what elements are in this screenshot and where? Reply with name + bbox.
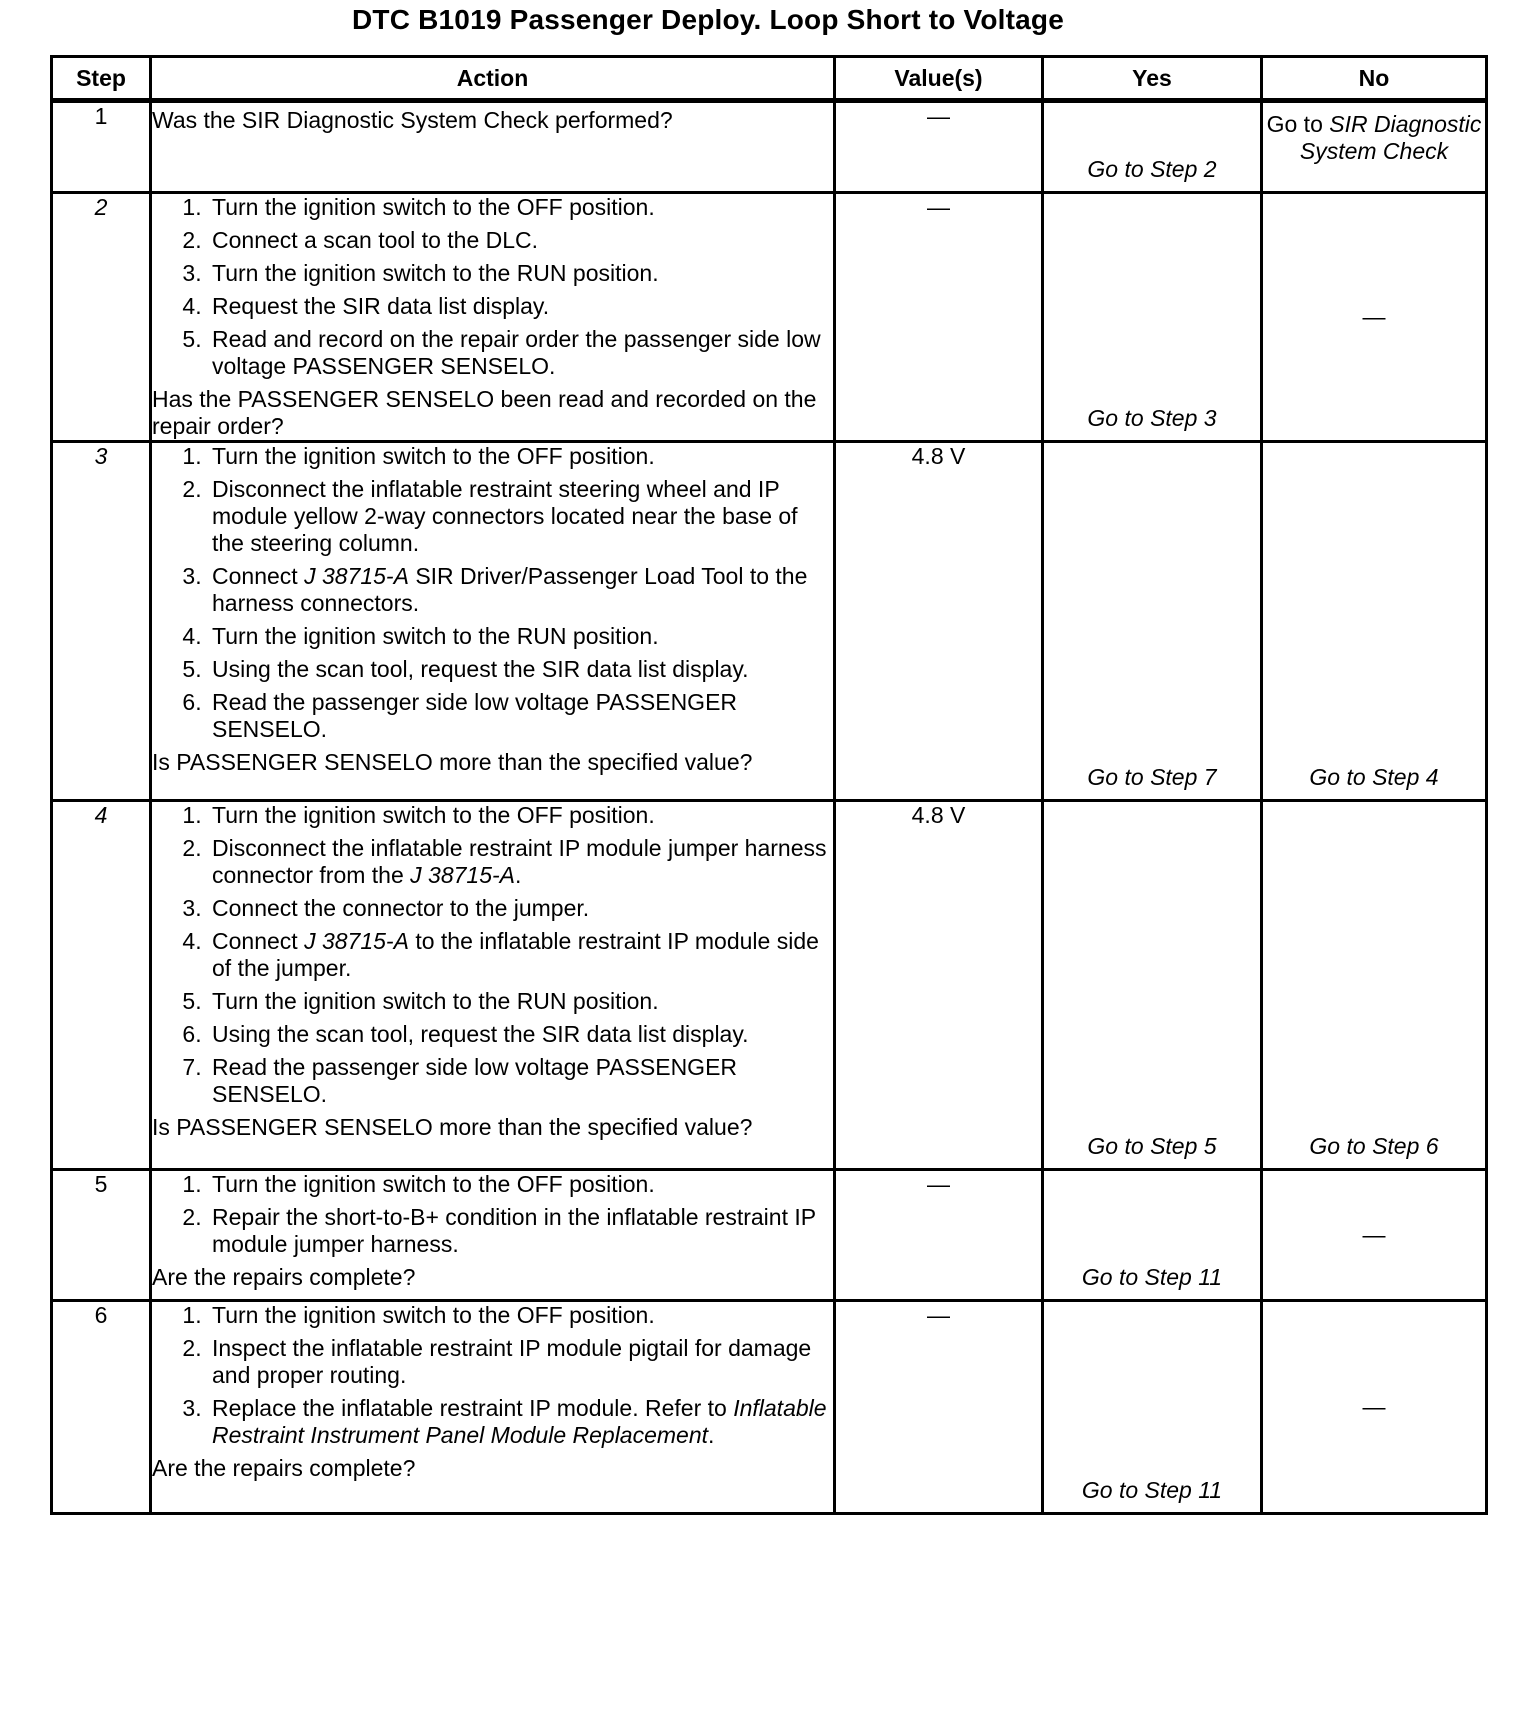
action-steps xyxy=(152,194,833,380)
action-steps xyxy=(152,443,833,743)
no-cell xyxy=(1262,193,1487,442)
step-number: 4 xyxy=(52,801,151,1170)
action-step: 2. Repair the short-to-B+ condition in the inflatable restraint IP module jumper harness. xyxy=(208,1204,833,1258)
no-cell xyxy=(1262,1301,1487,1514)
step-number: 2 xyxy=(52,193,151,442)
question-text: Is PASSENGER SENSELO more than the specified value? xyxy=(152,1114,753,1140)
value-cell: — xyxy=(835,193,1043,442)
step-rest: to the inflatable restraint IP module side of the jumper. xyxy=(212,928,819,981)
action-steps xyxy=(152,802,833,1108)
action-step: 3. Connect the connector to the jumper. xyxy=(208,895,833,922)
value-cell: — xyxy=(835,1301,1043,1514)
action-step xyxy=(208,928,833,982)
action-cell xyxy=(151,1170,835,1301)
no-value: — xyxy=(1362,1393,1386,1420)
tool-name: J 38715-A xyxy=(410,862,516,888)
table-row xyxy=(52,801,1487,1170)
yes-goto: Go to Step 11 xyxy=(1081,1477,1223,1503)
action-steps xyxy=(152,1302,833,1449)
action-step xyxy=(208,563,833,617)
table-row xyxy=(52,1301,1487,1514)
no-cell xyxy=(1262,801,1487,1170)
header-no: No xyxy=(1262,57,1487,101)
table-row xyxy=(52,442,1487,801)
no-value: — xyxy=(1362,303,1386,330)
header-action: Action xyxy=(151,57,835,101)
action-cell xyxy=(151,1301,835,1514)
table-row xyxy=(52,101,1487,193)
refer-end: . xyxy=(708,1422,715,1448)
question-text: Is PASSENGER SENSELO more than the specified value? xyxy=(152,749,753,775)
action-step: 1. Turn the ignition switch to the OFF position. xyxy=(208,802,833,829)
value-cell: — xyxy=(835,101,1043,193)
action-step xyxy=(208,1395,833,1449)
action-step: 2. Disconnect the inflatable restraint IP module jumper harness connector from the J 38715-A. xyxy=(208,835,833,889)
connect-prefix: Connect xyxy=(212,928,305,954)
yes-goto: Go to Step 3 xyxy=(1087,405,1217,431)
header-values: Value(s) xyxy=(835,57,1043,101)
diagnostic-table xyxy=(50,55,1488,1515)
value-cell: 4.8 V xyxy=(835,442,1043,801)
action-step: 6. Read the passenger side low voltage PASSENGER SENSELO. xyxy=(208,689,833,743)
no-goto-prefix: Go to xyxy=(1266,111,1330,137)
step-number: 3 xyxy=(52,442,151,801)
table-row xyxy=(52,1170,1487,1301)
action-steps xyxy=(152,1171,833,1258)
action-cell xyxy=(151,801,835,1170)
no-cell xyxy=(1262,442,1487,801)
yes-goto: Go to Step 5 xyxy=(1087,1133,1217,1159)
action-step: 6. Using the scan tool, request the SIR data list display. xyxy=(208,1021,833,1048)
no-cell xyxy=(1262,101,1487,193)
yes-goto: Go to Step 2 xyxy=(1087,156,1217,182)
action-step: 3. Turn the ignition switch to the RUN position. xyxy=(208,260,833,287)
no-goto: Go to Step 4 xyxy=(1309,764,1439,790)
action-step: 2. Connect a scan tool to the DLC. xyxy=(208,227,833,254)
yes-cell xyxy=(1043,1170,1262,1301)
yes-goto: Go to Step 11 xyxy=(1081,1264,1223,1290)
tool-name: J 38715-A xyxy=(304,563,409,589)
question-text: Has the PASSENGER SENSELO been read and recorded on the repair order? xyxy=(152,386,817,439)
step-text: Disconnect the inflatable restraint IP module jumper harness connector from the xyxy=(212,835,827,888)
question-text: Are the repairs complete? xyxy=(152,1455,416,1481)
action-step: 2. Inspect the inflatable restraint IP module pigtail for damage and proper routing. xyxy=(208,1335,833,1389)
step-rest: SIR Driver/Passenger Load Tool to the harness connectors. xyxy=(212,563,808,616)
action-step: 1. Turn the ignition switch to the OFF position. xyxy=(208,1171,833,1198)
no-goto xyxy=(1263,103,1485,165)
action-cell xyxy=(151,193,835,442)
yes-cell xyxy=(1043,101,1262,193)
action-step: 4. Turn the ignition switch to the RUN position. xyxy=(208,623,833,650)
header-step: Step xyxy=(52,57,151,101)
refer-link: Inflatable Restraint Instrument Panel Module Replacement xyxy=(212,1395,827,1448)
action-cell xyxy=(151,442,835,801)
action-step: 1. Turn the ignition switch to the OFF position. xyxy=(208,1302,833,1329)
action-step: 5. Turn the ignition switch to the RUN position. xyxy=(208,988,833,1015)
question-text: Are the repairs complete? xyxy=(152,1264,416,1290)
action-step: 2. Disconnect the inflatable restraint steering wheel and IP module yellow 2-way connectors located near the base of the steering column. xyxy=(208,476,833,557)
action-step: 5. Read and record on the repair order the passenger side low voltage PASSENGER SENSELO. xyxy=(208,326,833,380)
yes-cell xyxy=(1043,193,1262,442)
action-step: 5. Using the scan tool, request the SIR data list display. xyxy=(208,656,833,683)
action-step: 1. Turn the ignition switch to the OFF position. xyxy=(208,194,833,221)
value-cell: — xyxy=(835,1170,1043,1301)
action-step: 4. Request the SIR data list display. xyxy=(208,293,833,320)
step-text: Replace the inflatable restraint IP module. Refer to xyxy=(212,1395,727,1421)
yes-cell xyxy=(1043,442,1262,801)
question-text: Was the SIR Diagnostic System Check performed? xyxy=(152,107,673,133)
no-goto: Go to Step 6 xyxy=(1309,1133,1439,1159)
step-number: 6 xyxy=(52,1301,151,1514)
step-number: 5 xyxy=(52,1170,151,1301)
action-cell xyxy=(151,101,835,193)
action-step: 1. Turn the ignition switch to the OFF position. xyxy=(208,443,833,470)
yes-cell xyxy=(1043,801,1262,1170)
header-yes: Yes xyxy=(1043,57,1262,101)
action-step: 7. Read the passenger side low voltage PASSENGER SENSELO. xyxy=(208,1054,833,1108)
no-cell xyxy=(1262,1170,1487,1301)
step-number: 1 xyxy=(52,101,151,193)
yes-cell xyxy=(1043,1301,1262,1514)
table-row xyxy=(52,193,1487,442)
yes-goto: Go to Step 7 xyxy=(1087,764,1217,790)
connect-prefix: Connect xyxy=(212,563,305,589)
tool-name: J 38715-A xyxy=(304,928,409,954)
page-title: DTC B1019 Passenger Deploy. Loop Short to Voltage xyxy=(351,4,1064,35)
no-goto-link: SIR Diagnostic System Check xyxy=(1299,111,1482,164)
no-value: — xyxy=(1362,1221,1386,1248)
header-row xyxy=(52,57,1487,101)
value-cell: 4.8 V xyxy=(835,801,1043,1170)
